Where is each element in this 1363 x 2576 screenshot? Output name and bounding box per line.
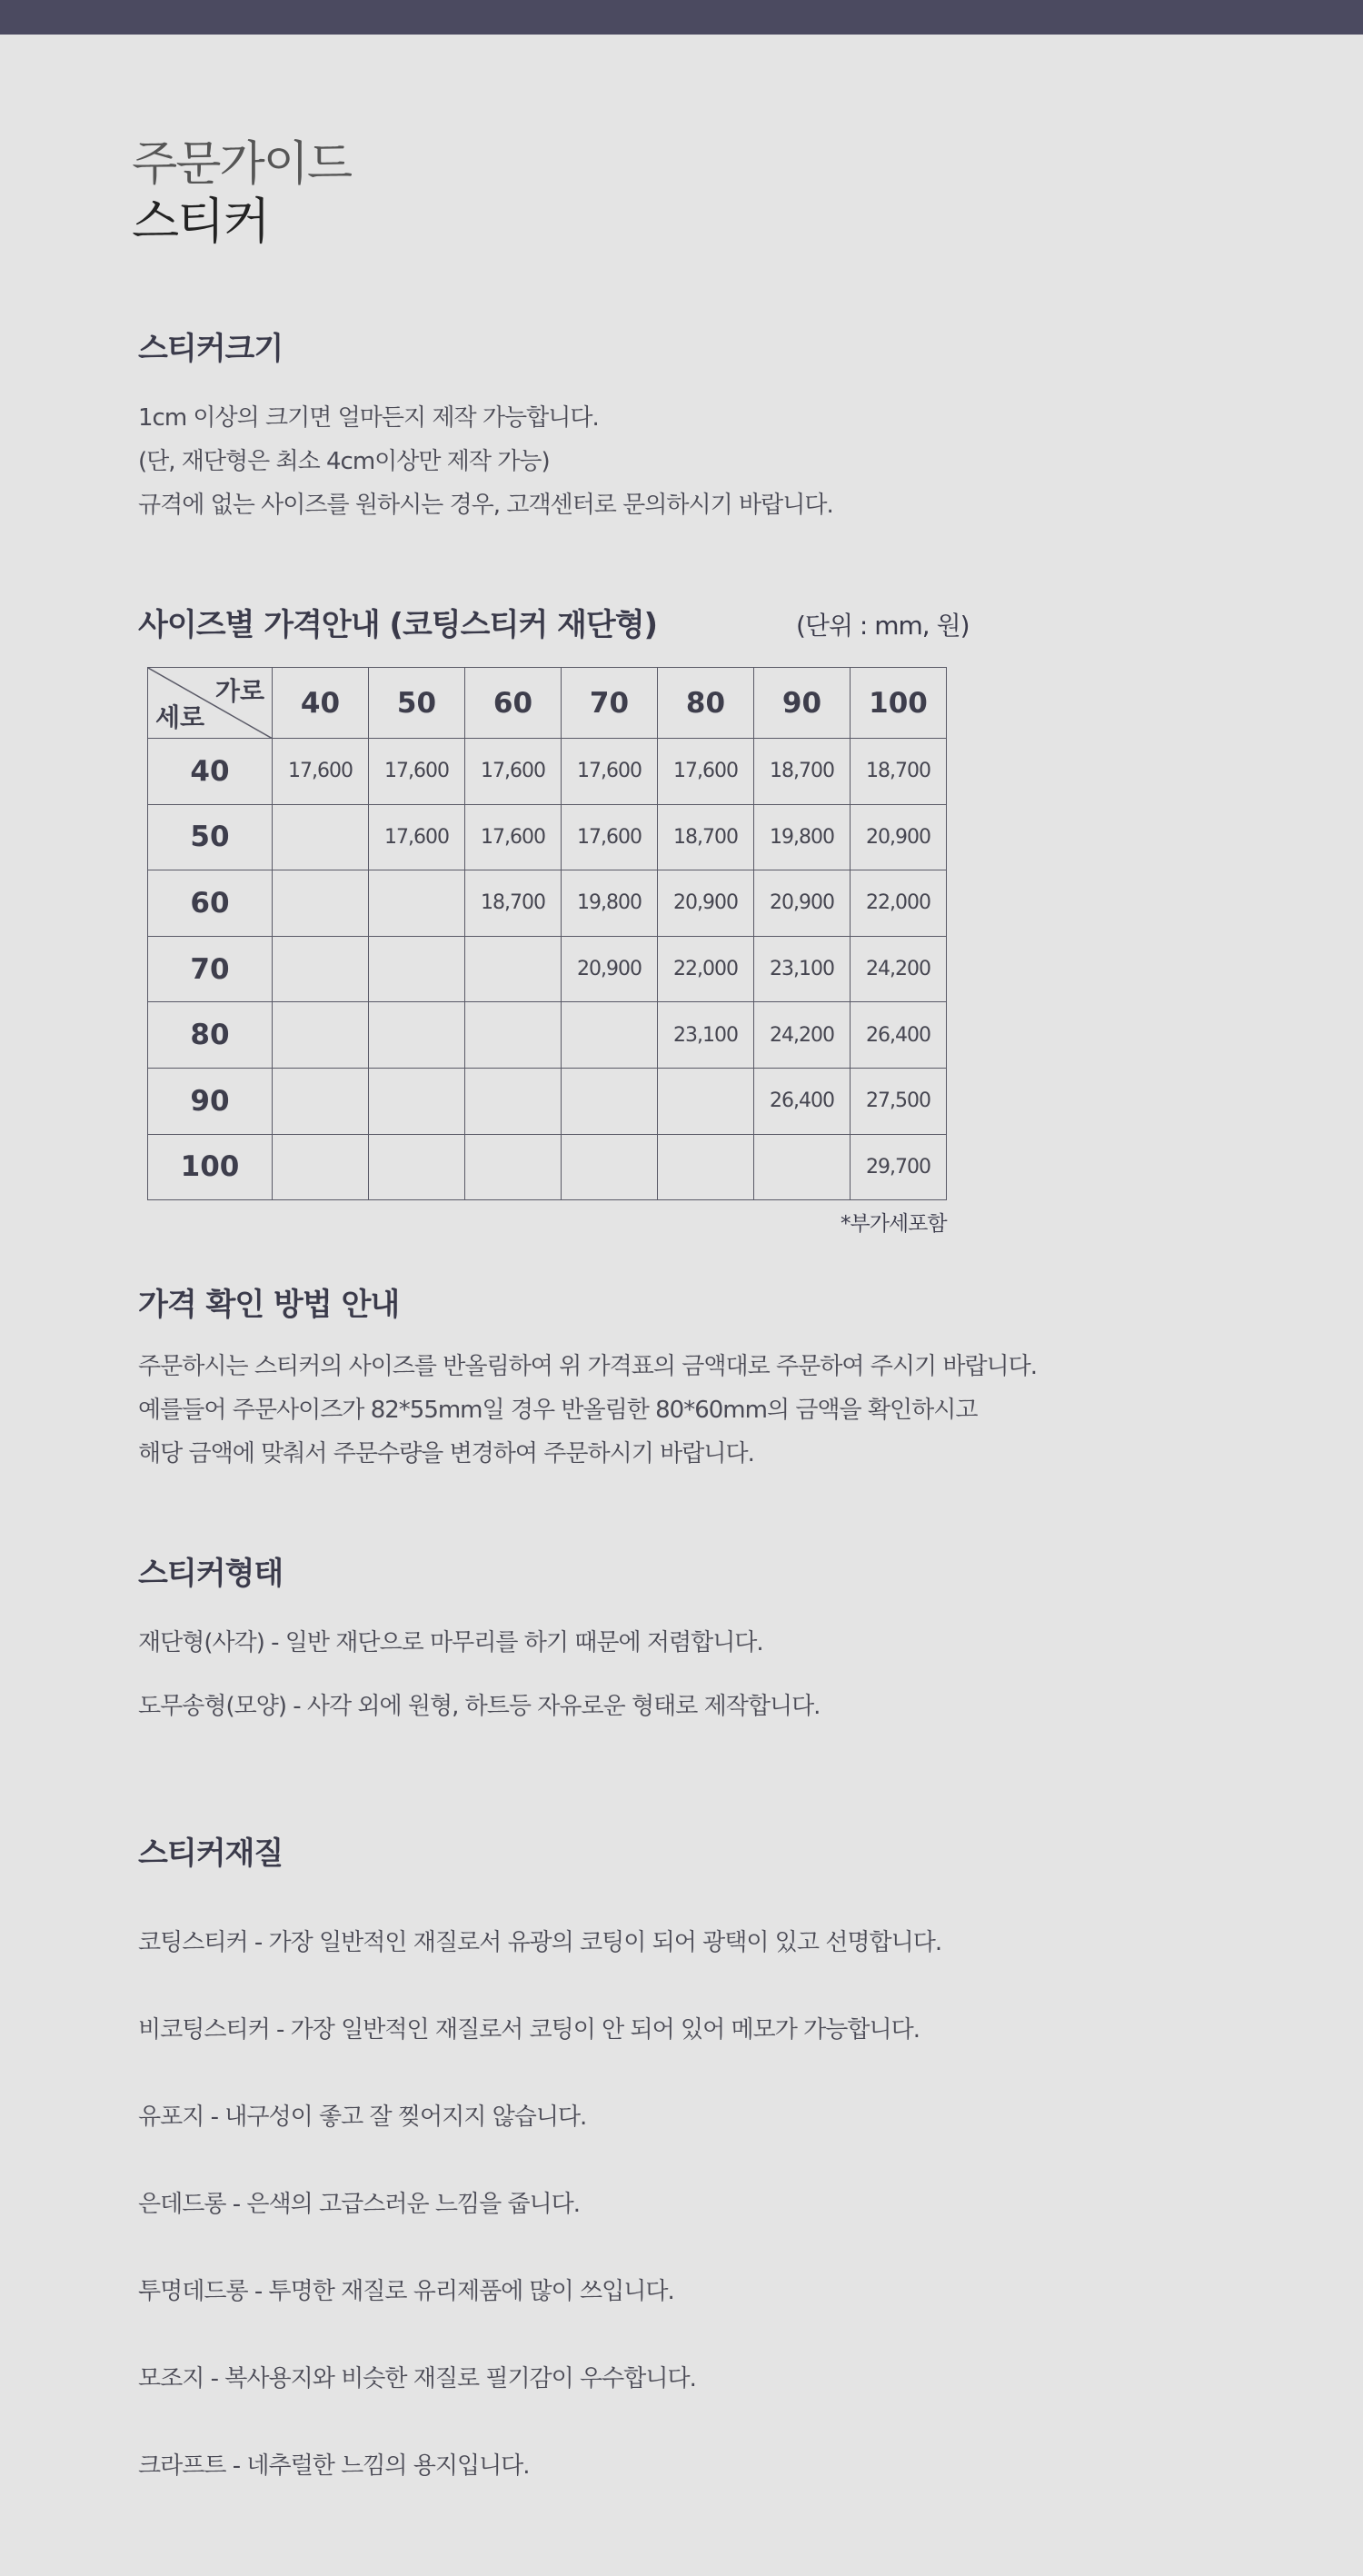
- price-cell: [369, 936, 465, 1002]
- row-header: 60: [148, 870, 273, 937]
- col-header: 60: [465, 668, 562, 739]
- price-cell: [369, 1068, 465, 1134]
- shape-line-1: 재단형(사각) - 일반 재단으로 마무리를 하기 때문에 저렴합니다.: [138, 1629, 763, 1656]
- price-cell: 18,700: [465, 870, 562, 937]
- price-cell: [754, 1134, 851, 1200]
- price-cell: [273, 1002, 369, 1069]
- row-header: 50: [148, 804, 273, 870]
- row-header: 40: [148, 739, 273, 805]
- price-cell: 24,200: [851, 936, 947, 1002]
- material-line-2: 비코팅스티커 - 가장 일반적인 재질로서 코팅이 안 되어 있어 메모가 가능합니다.: [138, 2016, 920, 2044]
- price-cell: [562, 1134, 658, 1200]
- row-axis-label: 세로: [155, 702, 205, 732]
- shape-line-2: 도무송형(모양) - 사각 외에 원형, 하트등 자유로운 형태로 제작합니다.: [138, 1693, 821, 1720]
- price-cell: 22,000: [658, 936, 754, 1002]
- price-cell: 17,600: [273, 739, 369, 805]
- price-cell: 18,700: [851, 739, 947, 805]
- price-cell: [465, 1068, 562, 1134]
- price-cell: 29,700: [851, 1134, 947, 1200]
- size-line-2: (단, 재단형은 최소 4cm이상만 제작 가능): [138, 448, 550, 475]
- price-cell: [465, 1134, 562, 1200]
- table-row: [148, 804, 947, 870]
- vat-note: *부가세포함: [841, 1212, 947, 1236]
- price-cell: [562, 1068, 658, 1134]
- price-cell: 22,000: [851, 870, 947, 937]
- price-cell: 20,900: [562, 936, 658, 1002]
- corner-cell: [148, 668, 273, 739]
- price-cell: [562, 1002, 658, 1069]
- unit-label: (단위 : mm, 원): [796, 611, 970, 641]
- row-header: 90: [148, 1068, 273, 1134]
- price-cell: [369, 1002, 465, 1069]
- table-row: [148, 1068, 947, 1134]
- top-bar: [0, 0, 1363, 35]
- table-row: [148, 870, 947, 937]
- material-line-3: 유포지 - 내구성이 좋고 잘 찢어지지 않습니다.: [138, 2104, 587, 2131]
- table-row: [148, 739, 947, 805]
- row-header: 80: [148, 1002, 273, 1069]
- check-heading: 가격 확인 방법 안내: [138, 1287, 400, 1323]
- price-cell: 19,800: [562, 870, 658, 937]
- col-header: 50: [369, 668, 465, 739]
- row-header: 100: [148, 1134, 273, 1200]
- price-cell: 17,600: [562, 804, 658, 870]
- col-header: 100: [851, 668, 947, 739]
- price-cell: 17,600: [562, 739, 658, 805]
- price-cell: 17,600: [465, 804, 562, 870]
- check-line-2: 예를들어 주문사이즈가 82*55mm일 경우 반올림한 80*60mm의 금액을 확인하시고: [138, 1397, 978, 1424]
- check-line-3: 해당 금액에 맞춰서 주문수량을 변경하여 주문하시기 바랍니다.: [138, 1440, 754, 1467]
- size-line-1: 1cm 이상의 크기면 얼마든지 제작 가능합니다.: [138, 404, 599, 432]
- price-cell: 23,100: [754, 936, 851, 1002]
- col-header: 70: [562, 668, 658, 739]
- table-row: [148, 1134, 947, 1200]
- size-heading: 스티커크기: [138, 331, 284, 367]
- material-line-5: 투명데드롱 - 투명한 재질로 유리제품에 많이 쓰입니다.: [138, 2278, 674, 2305]
- price-cell: [369, 870, 465, 937]
- price-cell: [369, 1134, 465, 1200]
- col-header: 40: [273, 668, 369, 739]
- price-cell: [273, 804, 369, 870]
- price-cell: 26,400: [754, 1068, 851, 1134]
- table-row: [148, 1002, 947, 1069]
- price-cell: 19,800: [754, 804, 851, 870]
- price-cell: [273, 936, 369, 1002]
- price-cell: [273, 1068, 369, 1134]
- price-cell: 23,100: [658, 1002, 754, 1069]
- price-cell: 17,600: [369, 739, 465, 805]
- price-cell: [658, 1068, 754, 1134]
- price-cell: 20,900: [658, 870, 754, 937]
- material-line-1: 코팅스티커 - 가장 일반적인 재질로서 유광의 코팅이 되어 광택이 있고 선명합니다.: [138, 1929, 942, 1956]
- price-cell: 17,600: [369, 804, 465, 870]
- price-cell: [658, 1134, 754, 1200]
- table-row: [148, 936, 947, 1002]
- col-axis-label: 가로: [214, 676, 264, 706]
- page-subtitle: 주문가이드: [132, 137, 352, 192]
- price-cell: 20,900: [851, 804, 947, 870]
- price-cell: [465, 1002, 562, 1069]
- price-cell: [273, 870, 369, 937]
- price-cell: 24,200: [754, 1002, 851, 1069]
- material-line-6: 모조지 - 복사용지와 비슷한 재질로 필기감이 우수합니다.: [138, 2365, 696, 2392]
- col-header: 80: [658, 668, 754, 739]
- price-table: [147, 667, 947, 1200]
- price-cell: 27,500: [851, 1068, 947, 1134]
- price-heading: 사이즈별 가격안내 (코팅스티커 재단형): [138, 607, 658, 643]
- price-cell: [465, 936, 562, 1002]
- price-cell: 18,700: [754, 739, 851, 805]
- price-cell: 17,600: [658, 739, 754, 805]
- price-cell: 26,400: [851, 1002, 947, 1069]
- page-title: 스티커: [132, 193, 269, 250]
- check-line-1: 주문하시는 스티커의 사이즈를 반올림하여 위 가격표의 금액대로 주문하여 주시기 바랍니다.: [138, 1353, 1038, 1380]
- material-line-4: 은데드롱 - 은색의 고급스러운 느낌을 줍니다.: [138, 2191, 581, 2218]
- price-cell: 18,700: [658, 804, 754, 870]
- material-heading: 스티커재질: [138, 1835, 284, 1872]
- row-header: 70: [148, 936, 273, 1002]
- size-line-3: 규격에 없는 사이즈를 원하시는 경우, 고객센터로 문의하시기 바랍니다.: [138, 492, 833, 519]
- table-header-row: [148, 668, 947, 739]
- price-cell: 20,900: [754, 870, 851, 937]
- price-cell: [273, 1134, 369, 1200]
- shape-heading: 스티커형태: [138, 1556, 284, 1592]
- material-line-7: 크라프트 - 네추럴한 느낌의 용지입니다.: [138, 2452, 530, 2480]
- price-cell: 17,600: [465, 739, 562, 805]
- col-header: 90: [754, 668, 851, 739]
